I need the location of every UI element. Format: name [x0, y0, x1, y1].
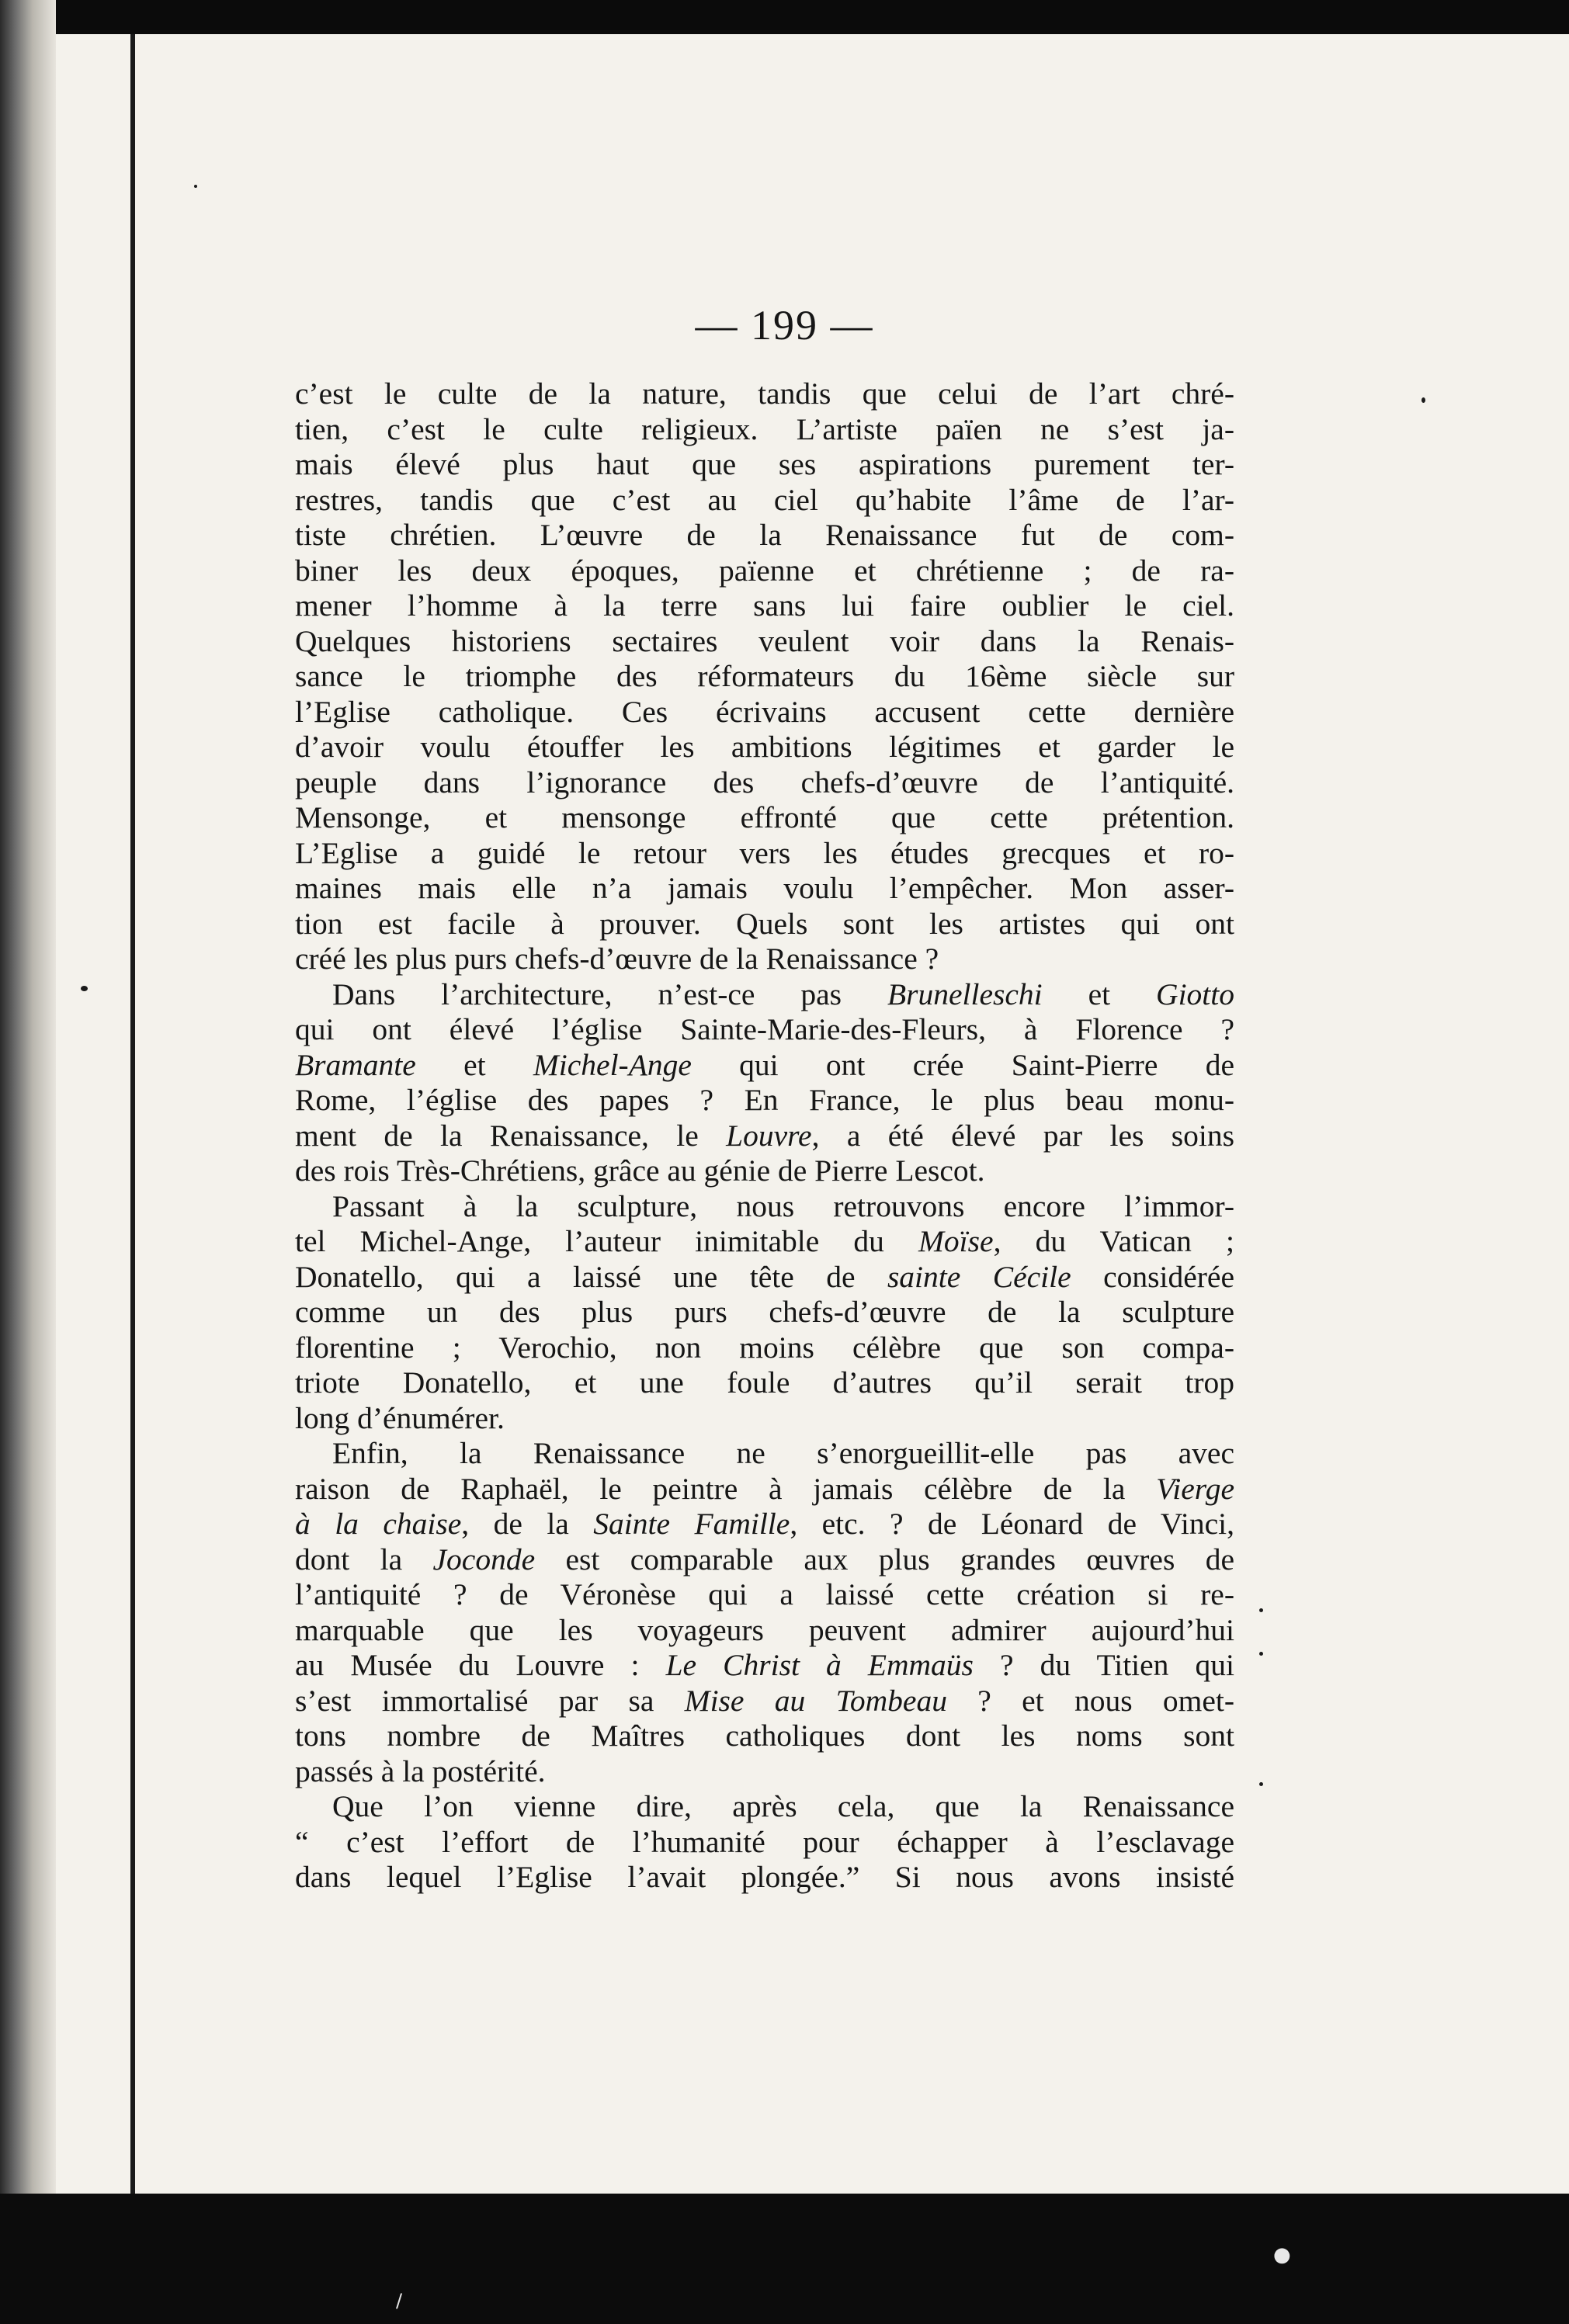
text-line: tons nombre de Maîtres catholiques dont les noms sont [295, 1719, 1234, 1753]
text-line: créé les plus purs chefs-d’œuvre de la Renaissance ? [295, 942, 939, 976]
text-line: triote Donatello, et une foule d’autres qu’il serait trop [295, 1365, 1234, 1400]
body-text [295, 376, 1234, 1896]
italic-title: Louvre [726, 1118, 812, 1153]
text-line: d’avoir voulu étouffer les ambitions légitimes et garder le [295, 730, 1234, 764]
text-line: des rois Très-Chrétiens, grâce au génie de Pierre Lescot. [295, 1153, 985, 1188]
italic-title: Mise au Tombeau [684, 1683, 947, 1718]
text-line: Passant à la sculpture, nous retrouvons encore l’immor- [332, 1188, 1234, 1223]
italic-title: Sainte Famille [593, 1507, 790, 1541]
text-line: Mensonge, et mensonge effronté que cette prétention. [295, 800, 1234, 834]
scan-margin-line [130, 34, 135, 2200]
text-line: au Musée du Louvre : Le Christ à Emmaüs ? du Titien qui [295, 1648, 1234, 1682]
text-line: sance le triomphe des réformateurs du 16ème siècle sur [295, 659, 1234, 693]
text-line: Que l’on vienne dire, après cela, que la Renaissance [332, 1789, 1234, 1823]
scan-dot-icon: ● [1273, 2243, 1291, 2267]
italic-title: Joconde [432, 1542, 536, 1577]
scan-bottom-border [0, 2194, 1569, 2324]
text-line: tien, c’est le culte religieux. L’artiste païen ne s’est ja- [295, 411, 1234, 446]
text-line: marquable que les voyageurs peuvent admirer aujourd’hui [295, 1612, 1234, 1647]
text-line: l’antiquité ? de Véronèse qui a laissé cette création si re- [295, 1577, 1234, 1611]
text-line: qui ont élevé l’église Sainte-Marie-des-Fleurs, à Florence ? [295, 1012, 1234, 1046]
text-line: ment de la Renaissance, le Louvre, a été élevé par les soins [295, 1118, 1234, 1153]
ink-speck [1259, 1608, 1263, 1612]
text-line: tel Michel-Ange, l’auteur inimitable du Moïse, du Vatican ; [295, 1224, 1235, 1258]
italic-title: Brunelleschi [887, 976, 1043, 1011]
text-line: passés à la postérité. [295, 1753, 546, 1788]
italic-title: Le Christ à Emmaüs [665, 1648, 974, 1682]
text-line: restres, tandis que c’est au ciel qu’habite l’âme de l’ar- [295, 482, 1234, 517]
text-line: tiste chrétien. L’œuvre de la Renaissance fut de com- [295, 518, 1234, 552]
ink-speck [81, 986, 88, 991]
text-line: à la chaise, de la Sainte Famille, etc. ? de Léonard de Vinci, [295, 1507, 1235, 1541]
scan-top-border [0, 0, 1569, 34]
text-line: dont la Joconde est comparable aux plus grandes œuvres de [295, 1542, 1234, 1577]
text-line: Donatello, qui a laissé une tête de sainte Cécile considérée [295, 1259, 1234, 1294]
text-line: biner les deux époques, païenne et chrétienne ; de ra- [295, 553, 1234, 588]
italic-title: Moïse [918, 1224, 994, 1258]
text-line: Quelques historiens sectaires veulent voir dans la Renais- [295, 623, 1234, 658]
ink-speck [1259, 1652, 1263, 1656]
text-line: maines mais elle n’a jamais voulu l’empêcher. Mon asser- [295, 871, 1234, 905]
text-line: L’Eglise a guidé le retour vers les études grecques et ro- [295, 835, 1234, 870]
scan-mark-icon: / [396, 2290, 403, 2312]
ink-speck [194, 185, 197, 188]
text-line: l’Eglise catholique. Ces écrivains accusent cette dernière [295, 694, 1234, 729]
text-line: peuple dans l’ignorance des chefs-d’œuvre de l’antiquité. [295, 765, 1234, 800]
text-line: s’est immortalisé par sa Mise au Tombeau ? et nous omet- [295, 1683, 1235, 1718]
italic-title: Vierge [1156, 1471, 1234, 1506]
text-line: Dans l’architecture, n’est-ce pas Brunelleschi et Giotto [332, 976, 1234, 1011]
text-line: long d’énumérer. [295, 1400, 505, 1435]
text-line: mais élevé plus haut que ses aspirations purement ter- [295, 447, 1234, 481]
italic-title: Bramante [295, 1047, 416, 1082]
text-line: Enfin, la Renaissance ne s’enorgueillit-elle pas avec [332, 1436, 1234, 1470]
text-line: florentine ; Verochio, non moins célèbre que son compa- [295, 1330, 1234, 1365]
text-line: comme un des plus purs chefs-d’œuvre de la sculpture [295, 1295, 1234, 1329]
text-line: raison de Raphaël, le peintre à jamais célèbre de la Vierge [295, 1471, 1234, 1506]
italic-title: sainte Cécile [887, 1259, 1071, 1294]
text-line: c’est le culte de la nature, tandis que celui de l’art chré- [295, 376, 1234, 411]
page-number: — 199 — [695, 302, 874, 349]
text-line: dans lequel l’Eglise l’avait plongée.” Si nous avons insisté [295, 1860, 1234, 1894]
text-line: tion est facile à prouver. Quels sont les artistes qui ont [295, 906, 1234, 941]
italic-title: Michel-Ange [533, 1047, 692, 1082]
italic-title: à la chaise [295, 1507, 462, 1541]
italic-title: Giotto [1156, 976, 1234, 1011]
ink-speck [1259, 1782, 1263, 1786]
text-line: Rome, l’église des papes ? En France, le plus beau monu- [295, 1083, 1234, 1117]
text-line: mener l’homme à la terre sans lui faire oublier le ciel. [295, 588, 1234, 623]
text-line: Bramante et Michel-Ange qui ont crée Saint-Pierre de [295, 1047, 1234, 1082]
ink-speck [1421, 397, 1425, 403]
text-line: “ c’est l’effort de l’humanité pour échapper à l’esclavage [295, 1824, 1234, 1859]
